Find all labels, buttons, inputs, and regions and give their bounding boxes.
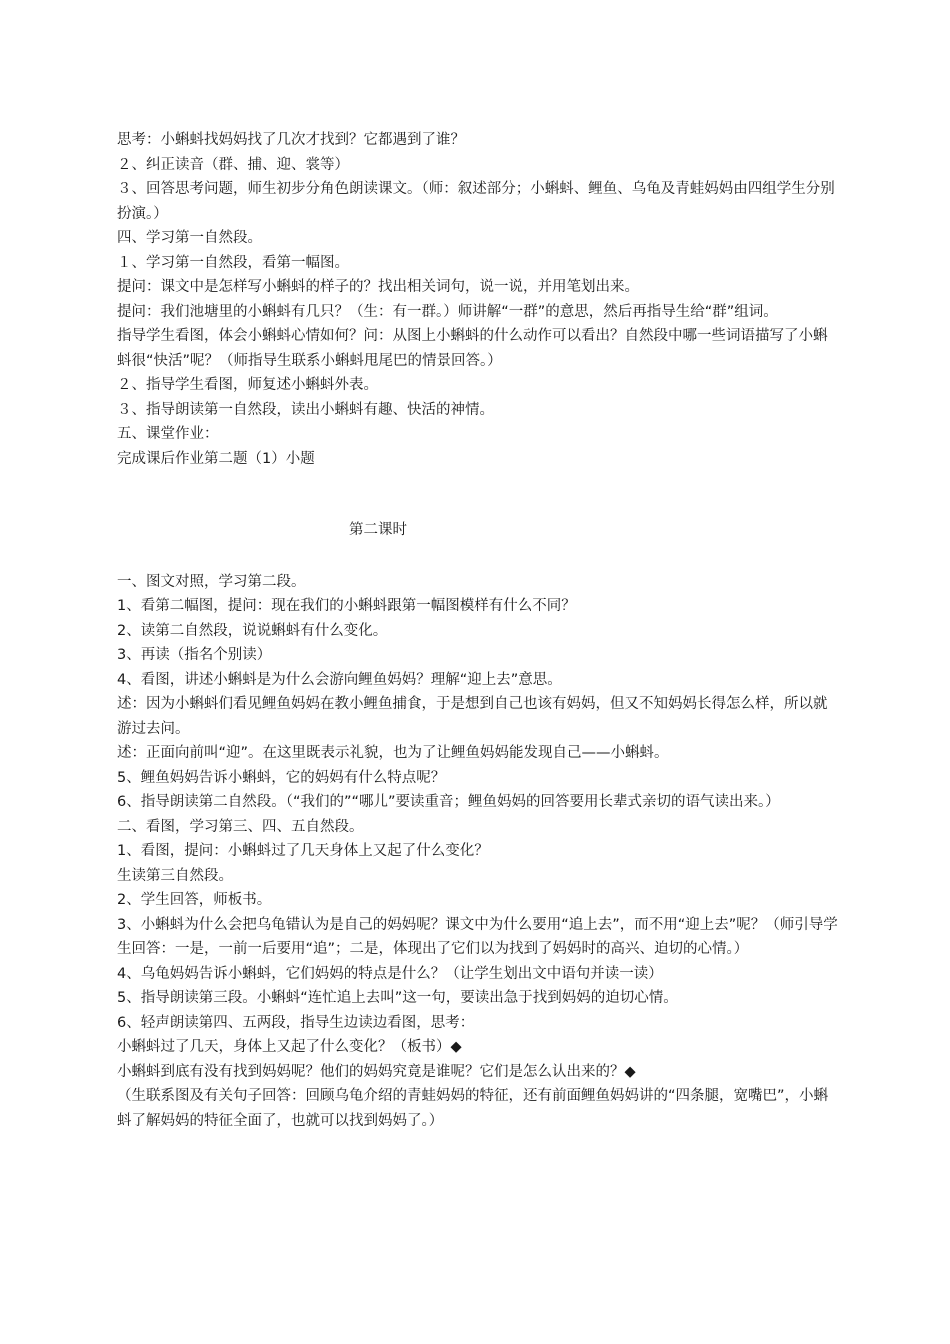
paragraph: 述：正面向前叫“迎”。在这里既表示礼貌，也为了让鲤鱼妈妈能发现自己——小蝌蚪。: [117, 745, 669, 761]
paragraph: 2、学生回答，师板书。: [117, 892, 272, 908]
paragraph: 思考：小蝌蚪找妈妈找了几次才找到？它都遇到了谁？: [117, 132, 465, 148]
paragraph: 4、乌龟妈妈告诉小蝌蚪，它们妈妈的特点是什么？（让学生划出文中语句并读一读）: [117, 965, 663, 982]
paragraph: 完成课后作业第二题（1）小题: [117, 450, 315, 467]
paragraph: 述：因为小蝌蚪们看见鲤鱼妈妈在教小鲤鱼捕食，于是想到自己也该有妈妈，但又不知妈妈长得怎么样，所以就游过去问。: [117, 696, 828, 737]
paragraph: 小蝌蚪到底有没有找到妈妈呢？他们的妈妈究竟是谁呢？它们是怎么认出来的？◆: [117, 1063, 636, 1080]
paragraph: ２、纠正读音（群、捕、迎、裳等）: [117, 156, 349, 173]
paragraph: 1、看图，提问：小蝌蚪过了几天身体上又起了什么变化？: [117, 843, 489, 859]
paragraph: 生读第三自然段。: [117, 867, 233, 884]
paragraph: （生联系图及有关句子回答：回顾乌龟介绍的青蛙妈妈的特征，还有前面鲤鱼妈妈讲的“四条腿，宽嘴巴”，小蝌蚪了解妈妈的特征全面了，也就可以找到妈妈了。）: [117, 1088, 829, 1129]
paragraph: 1、看第二幅图，提问：现在我们的小蝌蚪跟第一幅图模样有什么不同？: [117, 598, 576, 614]
section-heading: 二、看图，学习第三、四、五自然段。: [117, 818, 364, 835]
paragraph: 提问：我们池塘里的小蝌蚪有几只？（生：有一群。）师讲解“一群”的意思，然后再指导生给“群”组词。: [117, 303, 778, 320]
paragraph: ２、指导学生看图，师复述小蝌蚪外表。: [117, 377, 378, 393]
paragraph: １、学习第一自然段，看第一幅图。: [117, 254, 349, 271]
lesson2-title: 第二课时: [349, 522, 407, 538]
paragraph: 3、再读（指名个别读）: [117, 647, 272, 663]
paragraph: 提问：课文中是怎样写小蝌蚪的样子的？找出相关词句，说一说，并用笔划出来。: [117, 279, 639, 295]
lesson1-section: [117, 128, 839, 471]
paragraph: 6、指导朗读第二自然段。（“我们的”“哪儿”要读重音；鲤鱼妈妈的回答要用长辈式亲切的语气读出来。）: [117, 794, 780, 810]
paragraph: 5、指导朗读第三段。小蝌蚪“连忙追上去叫”这一句，要读出急于找到妈妈的迫切心情。: [117, 990, 678, 1006]
paragraph: 3、小蝌蚪为什么会把乌龟错认为是自己的妈妈呢？课文中为什么要用“追上去”，而不用“迎上去”呢？（师引导学生回答：一是，一前一后要用“追”；二是，体现出了它们以为找到了妈妈时的高兴、迫切的心情。）: [117, 916, 838, 957]
section-heading: 四、学习第一自然段。: [117, 230, 262, 246]
lesson2-section: [117, 570, 839, 1134]
paragraph: 指导学生看图，体会小蝌蚪心情如何？问：从图上小蝌蚪的什么动作可以看出？自然段中哪一些词语描写了小蝌蚪很“快活”呢？（师指导生联系小蝌蚪甩尾巴的情景回答。）: [117, 328, 828, 369]
paragraph: 2、读第二自然段，说说蝌蚪有什么变化。: [117, 622, 388, 639]
paragraph: ３、回答思考问题，师生初步分角色朗读课文。（师：叙述部分；小蝌蚪、鲤鱼、乌龟及青蛙妈妈由四组学生分别扮演。）: [117, 181, 835, 222]
section-heading: 五、课堂作业：: [117, 426, 219, 442]
paragraph: 6、轻声朗读第四、五两段，指导生边读边看图，思考：: [117, 1014, 475, 1031]
paragraph: 5、鲤鱼妈妈告诉小蝌蚪，它的妈妈有什么特点呢？: [117, 769, 446, 786]
section-heading: 一、图文对照，学习第二段。: [117, 573, 306, 590]
paragraph: ３、指导朗读第一自然段，读出小蝌蚪有趣、快活的神情。: [117, 401, 494, 418]
document-body: [117, 128, 839, 1133]
paragraph: 小蝌蚪过了几天，身体上又起了什么变化？（板书）◆: [117, 1039, 462, 1055]
paragraph: 4、看图，讲述小蝌蚪是为什么会游向鲤鱼妈妈？理解“迎上去”意思。: [117, 671, 562, 688]
